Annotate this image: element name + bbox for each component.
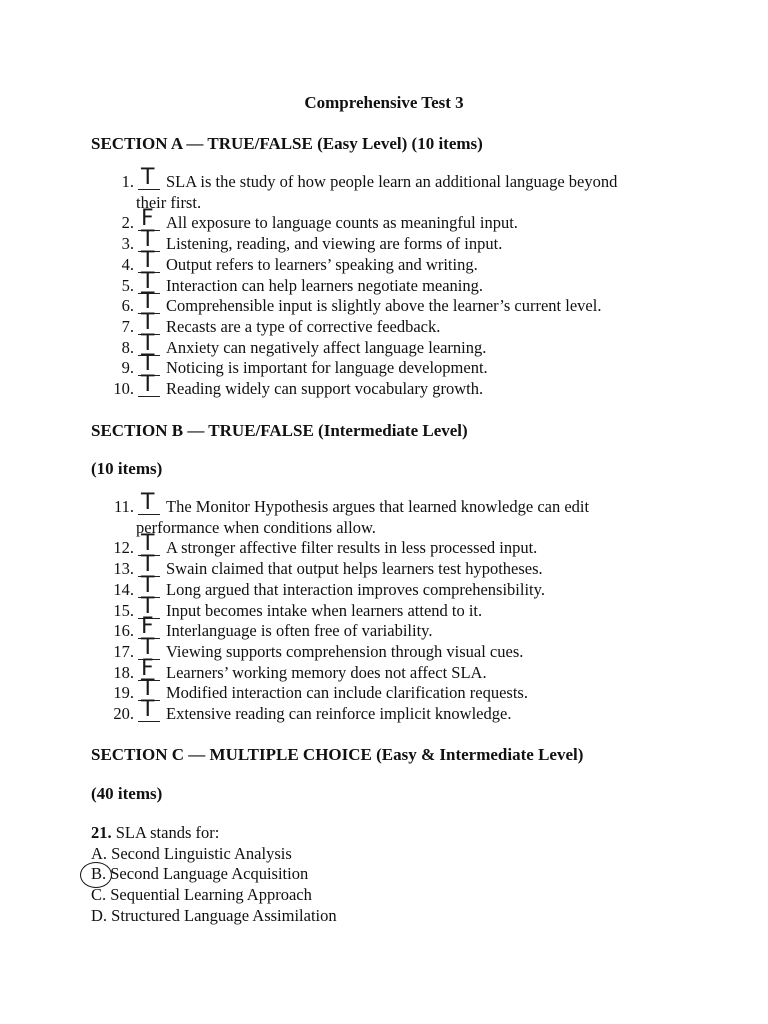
- option-d[interactable]: D. Structured Language Assimilation: [91, 906, 337, 925]
- section-b-heading: SECTION B — TRUE/FALSE (Intermediate Level): [91, 421, 468, 440]
- handwritten-answer: T: [141, 165, 155, 190]
- item-statement: SLA is the study of how people learn an additional language beyond: [166, 172, 618, 191]
- question-text: SLA stands for:: [115, 823, 220, 842]
- handwritten-answer: T: [141, 697, 155, 722]
- item-number: 13.: [113, 559, 134, 579]
- item-number: 19.: [113, 683, 134, 703]
- item-statement: Modified interaction can include clarification requests.: [166, 683, 528, 703]
- handwritten-answer: T: [141, 289, 155, 315]
- item-number: 14.: [113, 579, 134, 599]
- handwritten-answer: T: [141, 247, 155, 273]
- question-21: [91, 823, 219, 843]
- item-statement: Anxiety can negatively affect language learning.: [166, 337, 487, 357]
- item-statement: A stronger affective filter results in less processed input.: [166, 538, 538, 558]
- item-statement-continuation: their first.: [136, 192, 202, 212]
- handwritten-circle-mark: [80, 862, 112, 888]
- handwritten-answer: F: [141, 206, 154, 232]
- item-number: 3.: [121, 234, 134, 254]
- option-c[interactable]: C. Sequential Learning Approach: [91, 885, 312, 904]
- handwritten-answer: T: [141, 330, 155, 356]
- item-statement: Reading widely can support vocabulary growth.: [166, 379, 484, 398]
- item-number: 8.: [121, 337, 134, 357]
- section-b-count: (10 items): [91, 459, 163, 478]
- item-statement: Input becomes intake when learners attend to it.: [166, 600, 483, 620]
- item-number: 7.: [121, 316, 134, 336]
- handwritten-answer: T: [141, 490, 155, 515]
- question-number: 21.: [91, 823, 112, 842]
- item-number: 18.: [113, 662, 134, 682]
- handwritten-answer: F: [141, 655, 154, 681]
- handwritten-answer: T: [141, 531, 155, 557]
- item-number: 20.: [113, 704, 134, 723]
- item-statement: Comprehensible input is slightly above the learner’s current level.: [166, 296, 602, 316]
- item-number: 9.: [121, 358, 134, 378]
- handwritten-answer: T: [141, 309, 155, 335]
- item-number: 6.: [121, 296, 134, 316]
- item-number: 17.: [113, 641, 134, 661]
- item-number: 1.: [121, 172, 134, 191]
- item-number: 5.: [121, 275, 134, 295]
- item-statement: Viewing supports comprehension through visual cues.: [166, 641, 524, 661]
- handwritten-answer: T: [141, 372, 155, 397]
- handwritten-answer: T: [141, 572, 155, 598]
- section-c-count: (40 items): [91, 784, 163, 803]
- item-statement: Interlanguage is often free of variability.: [166, 621, 433, 641]
- item-statement-continuation: performance when conditions allow.: [136, 517, 376, 537]
- handwritten-answer: T: [141, 593, 155, 619]
- item-statement: All exposure to language counts as meaningful input.: [166, 213, 518, 233]
- handwritten-answer: F: [141, 614, 154, 640]
- section-a-heading: SECTION A — TRUE/FALSE (Easy Level) (10 items): [91, 134, 483, 153]
- item-statement: Listening, reading, and viewing are forms of input.: [166, 234, 503, 254]
- item-statement: Recasts are a type of corrective feedback.: [166, 316, 441, 336]
- handwritten-answer: T: [141, 351, 155, 377]
- handwritten-answer: T: [141, 268, 155, 294]
- item-number: 4.: [121, 254, 134, 274]
- section-c-heading: SECTION C — MULTIPLE CHOICE (Easy & Intermediate Level): [91, 745, 584, 764]
- item-number: 16.: [113, 621, 134, 641]
- handwritten-answer: T: [141, 552, 155, 578]
- item-number: 10.: [113, 379, 134, 398]
- item-statement: Interaction can help learners negotiate meaning.: [166, 275, 484, 295]
- item-statement: Long argued that interaction improves comprehensibility.: [166, 579, 545, 599]
- handwritten-answer: T: [141, 634, 155, 660]
- item-statement: Swain claimed that output helps learners test hypotheses.: [166, 559, 543, 579]
- option-a[interactable]: A. Second Linguistic Analysis: [91, 844, 292, 863]
- item-number: 2.: [121, 213, 134, 233]
- item-number: 12.: [113, 538, 134, 558]
- item-number: 15.: [113, 600, 134, 620]
- item-statement: Extensive reading can reinforce implicit knowledge.: [166, 704, 512, 723]
- item-statement: Noticing is important for language development.: [166, 358, 488, 378]
- item-statement: The Monitor Hypothesis argues that learned knowledge can edit: [166, 497, 590, 516]
- option-b[interactable]: B. Second Language Acquisition: [91, 864, 309, 883]
- item-statement: Output refers to learners’ speaking and writing.: [166, 254, 478, 274]
- handwritten-answer: T: [141, 676, 155, 702]
- item-number: 11.: [113, 497, 134, 516]
- handwritten-answer: T: [141, 227, 155, 253]
- page-title: Comprehensive Test 3: [304, 93, 464, 112]
- item-statement: Learners’ working memory does not affect SLA.: [166, 662, 487, 682]
